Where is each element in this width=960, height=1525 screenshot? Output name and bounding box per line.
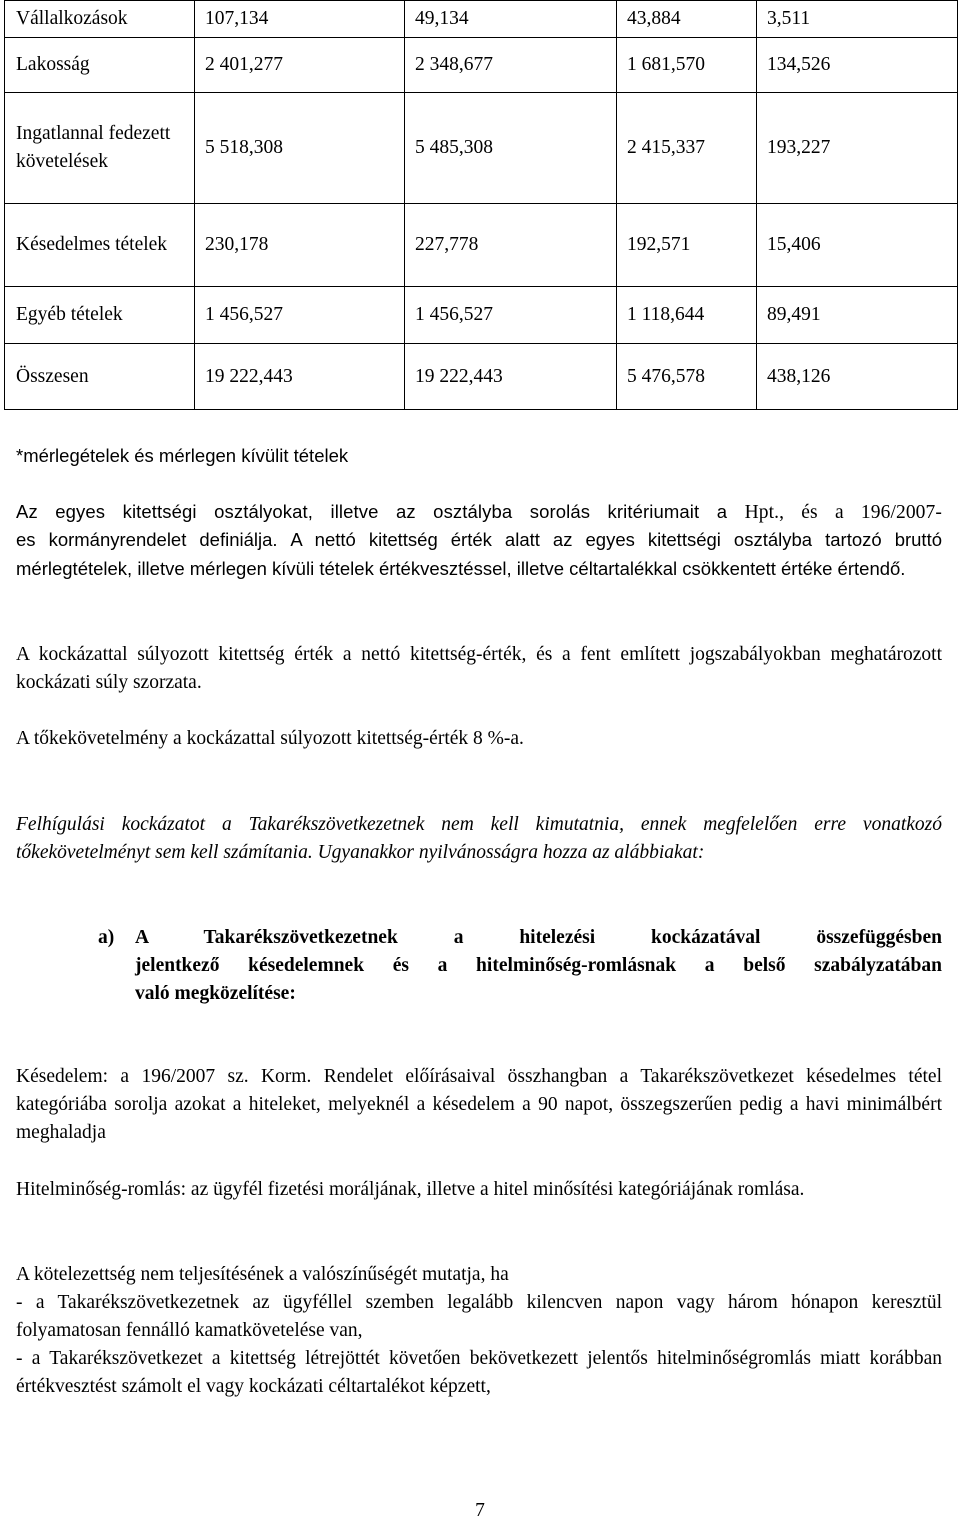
default-item-1: - a Takarékszövetkezetnek az ügyféllel szemben legalább kilencven napon vagy három hónapon keresztül folyamatosan fennálló kamatkövetelése van,	[16, 1292, 942, 1341]
table-footnote: *mérlegételek és mérlegen kívülit tételek	[16, 445, 349, 466]
table-row	[5, 344, 958, 410]
row-label: Vállalkozások	[5, 1, 195, 38]
deterioration-paragraph: Hitelminőség-romlás: az ügyfél fizetési moráljának, illetve a hitel minősítési kategóriájának romlása.	[16, 1179, 805, 1200]
exposure-table	[4, 0, 958, 410]
default-intro: A kötelezettség nem teljesítésének a valószínűségét mutatja, ha	[16, 1264, 509, 1285]
row-label: Egyéb tételek	[5, 287, 195, 344]
cell-value: 230,178	[195, 204, 405, 287]
heading-line-2: jelentkező késedelemnek és a hitelminőség-romlásnak a belső szabályzatában	[135, 955, 942, 976]
cell-value: 1 118,644	[617, 287, 757, 344]
capital-requirement-paragraph: A tőkekövetelmény a kockázattal súlyozott kitettség-érték 8 %-a.	[16, 728, 524, 749]
cell-value: 5 485,308	[405, 93, 617, 204]
cell-value: 2 415,337	[617, 93, 757, 204]
cell-value: 2 348,677	[405, 38, 617, 93]
para-sans-1: Az egyes kitettségi osztályokat, illetve az osztályba sorolás kritériumait a	[16, 501, 728, 522]
row-label: Ingatlannal fedezett követelések	[5, 93, 195, 204]
cell-value: 3,511	[757, 1, 958, 38]
table-row	[5, 1, 958, 38]
cell-value: 2 401,277	[195, 38, 405, 93]
table-row	[5, 204, 958, 287]
dilution-risk-paragraph: Felhígulási kockázatot a Takarékszövetkezetnek nem kell kimutatnia, ennek megfelelően erre vonatkozó tőkekövetelményt sem kell számítania. Ugyanakkor nyilvánosságra hozza az alábbiakat:	[16, 814, 942, 863]
para-sans-4: A nettó kitettség érték alatt az egyes kitettségi osztályba tartozó bruttó mérlegtételek, illetve mérlegen kívüli tételek értékvesztéssel, illetve céltartalékkal csökkentett értéke értendő.	[16, 529, 942, 579]
cell-value: 227,778	[405, 204, 617, 287]
heading-marker: a)	[98, 927, 115, 948]
row-label: Lakosság	[5, 38, 195, 93]
cell-value: 5 476,578	[617, 344, 757, 410]
cell-value: 193,227	[757, 93, 958, 204]
para-sans-2: Hpt., és a 196/2007-	[744, 502, 942, 523]
cell-value: 19 222,443	[405, 344, 617, 410]
page-number: 7	[475, 1500, 485, 1521]
heading-line-3: való megközelítése:	[135, 983, 296, 1004]
cell-value: 192,571	[617, 204, 757, 287]
exposure-definition-line1	[16, 498, 942, 527]
row-label: Késedelmes tételek	[5, 204, 195, 287]
cell-value: 438,126	[757, 344, 958, 410]
cell-value: 134,526	[757, 38, 958, 93]
para-sans-3: es kormányrendelet definiálja.	[16, 529, 278, 550]
table-row	[5, 287, 958, 344]
section-heading-a	[135, 924, 942, 1008]
cell-value: 43,884	[617, 1, 757, 38]
cell-value: 1 456,527	[405, 287, 617, 344]
cell-value: 107,134	[195, 1, 405, 38]
cell-value: 49,134	[405, 1, 617, 38]
cell-value: 89,491	[757, 287, 958, 344]
cell-value: 19 222,443	[195, 344, 405, 410]
risk-weighted-paragraph: A kockázattal súlyozott kitettség érték a nettó kitettség-érték, és a fent említett jogszabályokban meghatározott kockázati súly szorzata.	[16, 644, 942, 693]
delay-paragraph: Késedelem: a 196/2007 sz. Korm. Rendelet előírásaival összhangban a Takarékszövetkezet késedelmes tétel kategóriába sorolja azokat a hiteleket, melyeknél a késedelem a 90 napot, összegszerűen pedig a havi minimálbért meghaladja	[16, 1066, 942, 1143]
cell-value: 1 456,527	[195, 287, 405, 344]
cell-value: 5 518,308	[195, 93, 405, 204]
cell-value: 1 681,570	[617, 38, 757, 93]
cell-value: 15,406	[757, 204, 958, 287]
row-label: Összesen	[5, 344, 195, 410]
exposure-definition-body	[16, 526, 942, 584]
table-row	[5, 38, 958, 93]
default-item-2: - a Takarékszövetkezet a kitettség létrejöttét követően bekövetkezett jelentős hitelminőségromlás miatt korábban értékvesztést számolt el vagy kockázati céltartalékot képzett,	[16, 1348, 942, 1397]
table-row	[5, 93, 958, 204]
heading-line-1: A Takarékszövetkezetnek a hitelezési kockázatával összefüggésben	[135, 927, 942, 948]
